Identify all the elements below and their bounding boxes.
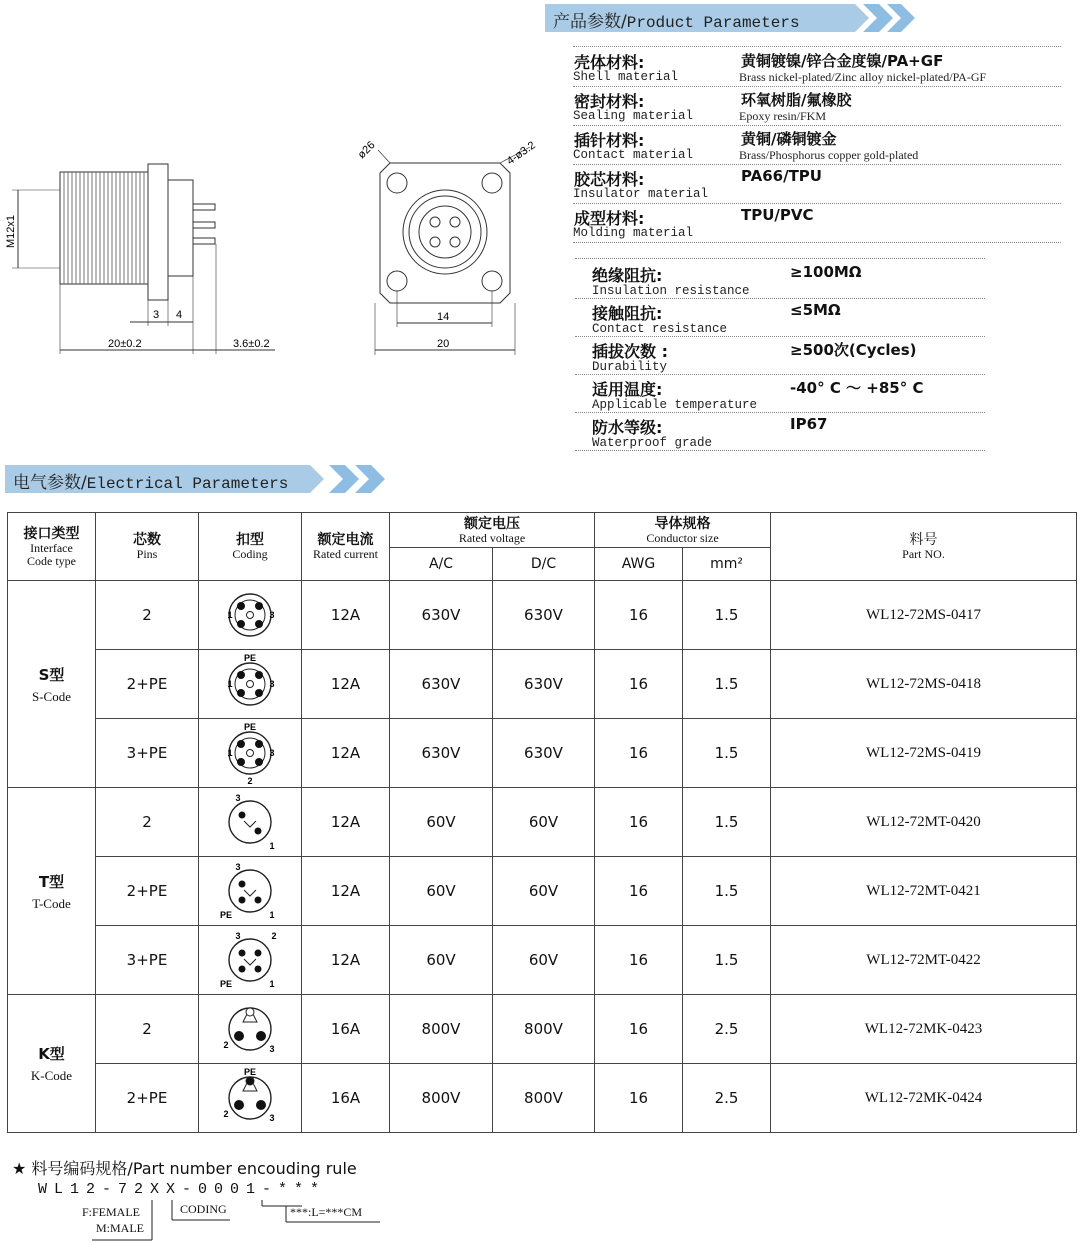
pin-label: 3 bbox=[235, 793, 241, 803]
part-no-cell: WL12-72MK-0423 bbox=[771, 995, 1077, 1064]
coding-cell bbox=[199, 1064, 302, 1133]
table-row bbox=[8, 581, 1077, 650]
awg-cell: 16 bbox=[595, 788, 683, 857]
param-label-en: Shell material bbox=[573, 70, 679, 84]
dim-14: 14 bbox=[437, 311, 450, 323]
awg-cell: 16 bbox=[595, 926, 683, 995]
pins-cell: 3+PE bbox=[96, 719, 199, 788]
dim-20-tol: 20±0.2 bbox=[108, 338, 142, 350]
coding-cell bbox=[199, 581, 302, 650]
current-cell: 12A bbox=[302, 926, 390, 995]
ac-voltage-cell: 60V bbox=[390, 857, 493, 926]
param-value-cn: 黄铜/磷铜镀金 bbox=[741, 130, 837, 148]
product-param-row bbox=[573, 126, 1061, 165]
mm2-cell: 1.5 bbox=[683, 857, 771, 926]
pin-label: 2 bbox=[223, 1109, 229, 1119]
coding-cell bbox=[199, 857, 302, 926]
pins-cell: 2 bbox=[96, 995, 199, 1064]
pin-label: 3 bbox=[235, 862, 241, 872]
pin-label: 1 bbox=[227, 748, 233, 758]
param-label-en: Insulator material bbox=[573, 187, 709, 201]
code-type-cn: T型 bbox=[38, 872, 65, 891]
code-type-en: S-Code bbox=[32, 688, 71, 704]
header-mm2: mm² bbox=[683, 548, 771, 581]
ac-voltage-cell: 60V bbox=[390, 926, 493, 995]
param-label-cn: 胶芯材料: bbox=[574, 170, 645, 189]
table-row bbox=[8, 857, 1077, 926]
elec-value: ≥100MΩ bbox=[790, 263, 862, 281]
elec-label-cn: 插拔次数 : bbox=[592, 342, 668, 361]
table-row bbox=[8, 788, 1077, 857]
awg-cell: 16 bbox=[595, 1064, 683, 1133]
ac-voltage-cell: 800V bbox=[390, 995, 493, 1064]
param-label-cn: 成型材料: bbox=[574, 209, 645, 228]
dc-voltage-cell: 800V bbox=[493, 995, 595, 1064]
current-cell: 16A bbox=[302, 995, 390, 1064]
elec-label-cn: 接触阻抗: bbox=[592, 304, 663, 323]
ac-voltage-cell: 60V bbox=[390, 788, 493, 857]
product-param-row bbox=[573, 165, 1061, 204]
coding-pin-diagram bbox=[210, 860, 290, 922]
param-value-en: Brass nickel-plated/Zinc alloy nickel-plated/PA-GF bbox=[739, 70, 987, 84]
current-cell: 12A bbox=[302, 650, 390, 719]
mm2-cell: 1.5 bbox=[683, 788, 771, 857]
pin-label: 2 bbox=[271, 931, 277, 941]
awg-cell: 16 bbox=[595, 581, 683, 650]
elec-label-en: Insulation resistance bbox=[592, 284, 750, 298]
current-cell: 16A bbox=[302, 1064, 390, 1133]
mm2-cell: 1.5 bbox=[683, 650, 771, 719]
coding-pin-diagram bbox=[210, 722, 290, 784]
ac-voltage-cell: 630V bbox=[390, 650, 493, 719]
pins-cell: 2 bbox=[96, 788, 199, 857]
param-value-cn: TPU/PVC bbox=[741, 206, 814, 224]
coding-pin-diagram bbox=[210, 998, 290, 1060]
current-cell: 12A bbox=[302, 788, 390, 857]
product-param-row bbox=[573, 87, 1061, 126]
pin-label: PE bbox=[219, 910, 233, 920]
elec-label-cn: 绝缘阻抗: bbox=[592, 266, 663, 285]
param-label-en: Molding material bbox=[573, 226, 694, 240]
part-no-cell: WL12-72MS-0419 bbox=[771, 719, 1077, 788]
header-coding: 扣型 Coding bbox=[199, 513, 302, 581]
coding-pin-diagram bbox=[210, 653, 290, 715]
current-cell: 12A bbox=[302, 719, 390, 788]
code-type-cell bbox=[8, 995, 96, 1133]
pin-label: 1 bbox=[269, 841, 275, 851]
coding-pin-diagram bbox=[210, 584, 290, 646]
gender-male: M:MALE bbox=[96, 1221, 144, 1235]
ac-voltage-cell: 800V bbox=[390, 1064, 493, 1133]
dc-voltage-cell: 60V bbox=[493, 788, 595, 857]
header-conductor: 导体规格 Conductor size bbox=[595, 513, 771, 548]
table-row bbox=[8, 719, 1077, 788]
part-no-cell: WL12-72MS-0418 bbox=[771, 650, 1077, 719]
elec-value: IP67 bbox=[790, 415, 828, 433]
coding-cell bbox=[199, 926, 302, 995]
header-part-no: 料号 Part NO. bbox=[771, 513, 1077, 581]
part-no-cell: WL12-72MT-0420 bbox=[771, 788, 1077, 857]
header-dc: D/C bbox=[493, 548, 595, 581]
electrical-table bbox=[7, 512, 1077, 1133]
elec-param-row bbox=[575, 412, 985, 451]
length-label: ***:L=***CM bbox=[290, 1205, 363, 1219]
param-label-cn: 壳体材料: bbox=[574, 53, 645, 72]
pin-label: PE bbox=[243, 1067, 257, 1077]
code-type-cell bbox=[8, 581, 96, 788]
elec-value: ≤5MΩ bbox=[790, 301, 841, 319]
pins-cell: 2+PE bbox=[96, 650, 199, 719]
dim-36-tol: 3.6±0.2 bbox=[233, 338, 270, 350]
part-no-cell: WL12-72MT-0422 bbox=[771, 926, 1077, 995]
awg-cell: 16 bbox=[595, 650, 683, 719]
header-ac: A/C bbox=[390, 548, 493, 581]
dc-voltage-cell: 60V bbox=[493, 926, 595, 995]
pin-label: 2 bbox=[223, 1040, 229, 1050]
param-value-en: Brass/Phosphorus copper gold-plated bbox=[739, 148, 919, 162]
elec-label-en: Waterproof grade bbox=[592, 436, 713, 450]
pin-label: 1 bbox=[227, 610, 233, 620]
awg-cell: 16 bbox=[595, 995, 683, 1064]
coding-label: CODING bbox=[180, 1202, 227, 1216]
dc-voltage-cell: 630V bbox=[493, 719, 595, 788]
param-value-cn: 黄铜镀镍/锌合金度镍/PA+GF bbox=[741, 52, 944, 70]
elec-label-cn: 防水等级: bbox=[592, 418, 663, 437]
header-current: 额定电流 Rated current bbox=[302, 513, 390, 581]
pins-cell: 2+PE bbox=[96, 857, 199, 926]
pin-label: 3 bbox=[269, 679, 275, 689]
gender-female: F:FEMALE bbox=[82, 1205, 141, 1219]
param-value-cn: PA66/TPU bbox=[741, 167, 822, 185]
pin-label: 3 bbox=[269, 610, 275, 620]
coding-pin-diagram bbox=[210, 791, 290, 853]
elec-params-top-rule bbox=[575, 258, 985, 259]
pin-label: 1 bbox=[227, 679, 233, 689]
part-rule-title: ★ 料号编码规格/Part number encouding rule bbox=[12, 1159, 357, 1178]
table-row bbox=[8, 926, 1077, 995]
elec-param-row bbox=[575, 336, 985, 375]
elec-param-row bbox=[575, 374, 985, 413]
header-voltage: 额定电压 Rated voltage bbox=[390, 513, 595, 548]
product-param-row bbox=[573, 48, 1061, 87]
param-label-cn: 密封材料: bbox=[574, 92, 645, 111]
elec-label-en: Durability bbox=[592, 360, 668, 374]
part-no-cell: WL12-72MS-0417 bbox=[771, 581, 1077, 650]
electrical-header-en: Electrical Parameters bbox=[86, 475, 289, 493]
mm2-cell: 2.5 bbox=[683, 995, 771, 1064]
table-row bbox=[8, 995, 1077, 1064]
elec-param-row bbox=[575, 298, 985, 337]
table-row bbox=[8, 650, 1077, 719]
coding-cell bbox=[199, 788, 302, 857]
pin-label: 3 bbox=[269, 1044, 275, 1054]
pin-label: 3 bbox=[235, 931, 241, 941]
dim-m12: M12x1 bbox=[5, 214, 17, 248]
mm2-cell: 1.5 bbox=[683, 719, 771, 788]
part-no-cell: WL12-72MT-0421 bbox=[771, 857, 1077, 926]
electrical-header-cn: 电气参数/ bbox=[13, 473, 87, 493]
elec-value: ≥500次(Cycles) bbox=[790, 341, 917, 359]
dim-holes: 4-ø3.2 bbox=[504, 139, 538, 168]
header-interface: 接口类型 Interface Code type bbox=[8, 513, 96, 581]
code-type-en: T-Code bbox=[32, 895, 71, 911]
code-type-cell bbox=[8, 788, 96, 995]
dc-voltage-cell: 800V bbox=[493, 1064, 595, 1133]
code-type-cn: S型 bbox=[38, 665, 65, 684]
current-cell: 12A bbox=[302, 581, 390, 650]
dc-voltage-cell: 630V bbox=[493, 581, 595, 650]
pin-label: 1 bbox=[269, 910, 275, 920]
pin-label: PE bbox=[243, 653, 257, 663]
pins-cell: 2+PE bbox=[96, 1064, 199, 1133]
awg-cell: 16 bbox=[595, 719, 683, 788]
pins-cell: 2 bbox=[96, 581, 199, 650]
elec-label-en: Applicable temperature bbox=[592, 398, 758, 412]
coding-cell bbox=[199, 995, 302, 1064]
elec-label-en: Contact resistance bbox=[592, 322, 728, 336]
mm2-cell: 1.5 bbox=[683, 926, 771, 995]
ac-voltage-cell: 630V bbox=[390, 719, 493, 788]
pins-cell: 3+PE bbox=[96, 926, 199, 995]
param-label-cn: 插针材料: bbox=[574, 131, 645, 150]
product-param-row bbox=[573, 204, 1061, 243]
elec-value: -40° C ～ +85° C bbox=[790, 379, 924, 397]
ac-voltage-cell: 630V bbox=[390, 581, 493, 650]
coding-cell bbox=[199, 719, 302, 788]
mm2-cell: 2.5 bbox=[683, 1064, 771, 1133]
param-label-en: Sealing material bbox=[573, 109, 694, 123]
pin-label: PE bbox=[243, 722, 257, 732]
header-awg: AWG bbox=[595, 548, 683, 581]
header-pins: 芯数 Pins bbox=[96, 513, 199, 581]
mm2-cell: 1.5 bbox=[683, 581, 771, 650]
param-value-en: Epoxy resin/FKM bbox=[739, 109, 826, 123]
product-header-en: Product Parameters bbox=[626, 14, 800, 32]
product-params-top-rule bbox=[573, 46, 1061, 47]
part-rule-code: WL12-72XX-0001-*** bbox=[38, 1181, 327, 1198]
part-no-cell: WL12-72MK-0424 bbox=[771, 1064, 1077, 1133]
pin-label: 3 bbox=[269, 1113, 275, 1123]
pin-label: 2 bbox=[247, 776, 253, 784]
param-label-en: Contact material bbox=[573, 148, 694, 162]
coding-pin-diagram bbox=[210, 1067, 290, 1129]
product-params-header bbox=[545, 4, 915, 32]
coding-cell bbox=[199, 650, 302, 719]
front-view-drawing bbox=[350, 135, 550, 360]
param-value-cn: 环氧树脂/氟橡胶 bbox=[741, 91, 852, 109]
table-row bbox=[8, 1064, 1077, 1133]
electrical-params-header bbox=[5, 465, 400, 493]
pin-label: 3 bbox=[269, 748, 275, 758]
side-view-drawing bbox=[0, 150, 300, 360]
dc-voltage-cell: 60V bbox=[493, 857, 595, 926]
pin-label: 1 bbox=[269, 979, 275, 989]
elec-label-cn: 适用温度: bbox=[592, 380, 663, 399]
coding-pin-diagram bbox=[210, 929, 290, 991]
dc-voltage-cell: 630V bbox=[493, 650, 595, 719]
dim-3: 3 bbox=[153, 309, 160, 321]
product-header-cn: 产品参数/ bbox=[553, 12, 627, 32]
code-type-en: K-Code bbox=[30, 1068, 73, 1083]
dim-20: 20 bbox=[437, 338, 450, 350]
dim-4: 4 bbox=[176, 309, 183, 321]
awg-cell: 16 bbox=[595, 857, 683, 926]
elec-param-row bbox=[575, 260, 985, 299]
pin-label: PE bbox=[219, 979, 233, 989]
code-type-cn: K型 bbox=[38, 1045, 65, 1063]
current-cell: 12A bbox=[302, 857, 390, 926]
dim-26: ø26 bbox=[355, 139, 378, 162]
